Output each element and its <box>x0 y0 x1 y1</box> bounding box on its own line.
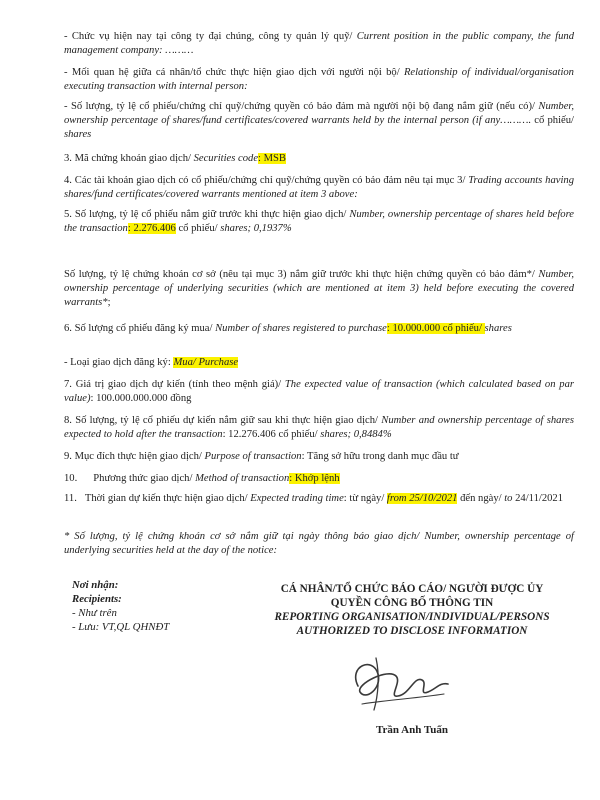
transaction-type-line <box>64 356 574 370</box>
text-en: shares <box>64 129 92 140</box>
text-vi: 6. Số lượng cổ phiếu đăng ký mua/ <box>64 323 216 334</box>
text-vi: - Số lượng, tỷ lệ cổ phiếu/chứng chỉ quỹ/chứng quyền có bảo đảm mà người nội bộ đang nắm giữ (nếu có)/ <box>64 101 539 112</box>
text-en: Current position in the public company, the fund management company: ……… <box>64 31 574 56</box>
text-vi: Phương thức giao dịch/ <box>93 473 196 484</box>
trading-to-value: 24/11/2021 <box>512 493 564 504</box>
text-en: Securities code <box>193 153 259 164</box>
signature-title-block <box>246 582 578 638</box>
recipients-title-en: Recipients: <box>72 593 122 605</box>
text-vi: - Chức vụ hiện nay tại công ty đại chúng, công ty quản lý quỹ/ <box>64 31 357 42</box>
text-vi: cổ phiếu/ <box>175 223 221 234</box>
method-value: : Khớp lệnh <box>289 473 340 484</box>
text-en: Number, ownership percentage of underlying securities (which are mentioned at item 3) held before executing the covered warrants* <box>64 269 574 308</box>
text-vi: ; <box>107 297 111 308</box>
purpose-value: : Tăng sở hữu trong danh mục đầu tư <box>301 451 459 462</box>
text-vi: 4. Các tài khoản giao dịch có cổ phiếu/chứng chỉ quỹ/chứng quyền có bảo đảm nêu tại mục 3/ <box>64 175 469 186</box>
holding-after-value: : 12.276.406 cổ phiếu/ <box>222 429 321 440</box>
text-vi: - Mối quan hệ giữa cá nhân/tổ chức thực hiện giao dịch với người nội bộ/ <box>64 67 404 78</box>
text-vi: 5. Số lượng, tỷ lệ cổ phiếu nắm giữ trước khi thực hiện giao dịch/ <box>64 209 350 220</box>
expected-value: : 100.000.000.000 đồng <box>90 393 192 404</box>
item-number: 11. <box>64 493 77 504</box>
trading-accounts-line <box>64 174 574 202</box>
text-en: Number, ownership percentage of shares/fund certificates/covered warrants held by the internal person (if any………. <box>64 101 574 126</box>
purpose-line <box>64 450 574 464</box>
holding-after-line <box>64 414 574 442</box>
text-vi: Số lượng, tỷ lệ chứng khoán cơ sở (nêu tại mục 3) nắm giữ trước khi thực hiện chứng quyền có bảo đảm*/ <box>64 269 539 280</box>
signer-name: Trần Anh Tuấn <box>376 724 448 736</box>
text-vi: : từ ngày/ <box>343 493 387 504</box>
text-en: Number, ownership percentage of shares held before the transaction <box>64 209 574 234</box>
current-position-line <box>64 30 574 58</box>
text-en: shares; 0,8484% <box>320 429 392 440</box>
recipients-title-vi: Nơi nhận: <box>72 579 119 591</box>
text-en: Number, ownership percentage of underlying securities held at the day of the notice: <box>64 531 574 556</box>
holding-before-line <box>64 208 574 236</box>
text-en: Purpose of transaction <box>204 451 302 462</box>
expected-value-line <box>64 378 574 406</box>
text-vi: 9. Mục đích thực hiện giao dịch/ <box>64 451 205 462</box>
text-en: Number of shares registered to purchase <box>215 323 387 334</box>
text-vi: 8. Số lượng, tỷ lệ cổ phiếu dự kiến nắm giữ sau khi thực hiện giao dịch/ <box>64 415 382 426</box>
text-en: The expected value of transaction (which calculated based on par value) <box>64 379 574 404</box>
securities-code-line <box>64 152 574 166</box>
text-en: Relationship of individual/organisation executing transaction with internal person: <box>64 67 574 92</box>
text-en: shares <box>484 323 512 334</box>
footnote-line <box>64 530 574 558</box>
relationship-line <box>64 66 574 94</box>
handwritten-signature-icon <box>318 646 478 716</box>
trading-from-value: from 25/10/2021 <box>386 493 458 504</box>
holding-before-value: : 2.276.406 <box>127 223 176 234</box>
text-vi: - Loại giao dịch đăng ký: <box>64 357 174 368</box>
transaction-type-value: Mua/ Purchase <box>173 357 239 368</box>
recipient-item: - Như trên <box>72 607 117 619</box>
text-vi: * Số lượng, tỷ lệ chứng khoán cơ sở nắm giữ tại ngày thông báo giao dịch/ <box>64 531 425 542</box>
trading-time-line <box>64 492 574 506</box>
signature-title-vi: CÁ NHÂN/TỔ CHỨC BÁO CÁO/ NGƯỜI ĐƯỢC ỦY <box>280 583 544 595</box>
item-number: 10. <box>64 473 78 484</box>
internal-holding-line <box>64 100 574 142</box>
shares-registered-value: : 10.000.000 cổ phiếu/ <box>386 323 485 334</box>
text-vi: đến ngày/ <box>457 493 505 504</box>
signature-title-en: AUTHORIZED TO DISCLOSE INFORMATION <box>296 625 528 637</box>
text-en: Method of transaction <box>195 473 290 484</box>
text-vi: Thời gian dự kiến thực hiện giao dịch/ <box>84 493 251 504</box>
text-vi: 7. Giá trị giao dịch dự kiến (tính theo mệnh giá)/ <box>64 379 285 390</box>
text-en: to <box>504 493 513 504</box>
text-en: Trading accounts having shares/fund certificates/covered warrants mentioned at item 3 above: <box>64 175 574 200</box>
securities-code-value: : MSB <box>258 153 287 164</box>
signature-title-en: REPORTING ORGANISATION/INDIVIDUAL/PERSONS <box>274 611 550 623</box>
recipient-item: - Lưu: VT,QL QHNĐT <box>72 621 170 633</box>
recipients-block <box>72 578 222 634</box>
shares-registered-line <box>64 322 574 336</box>
underlying-before-line <box>64 268 574 310</box>
method-line <box>64 472 574 486</box>
text-en: Expected trading time <box>250 493 344 504</box>
text-en: shares; 0,1937% <box>220 223 292 234</box>
signature-title-vi: QUYỀN CÔNG BỐ THÔNG TIN <box>330 597 494 609</box>
text-vi: cổ phiếu/ <box>531 115 574 126</box>
text-en: Number and ownership percentage of shares expected to hold after the transaction <box>64 415 575 440</box>
text-vi: 3. Mã chứng khoán giao dịch/ <box>64 153 194 164</box>
